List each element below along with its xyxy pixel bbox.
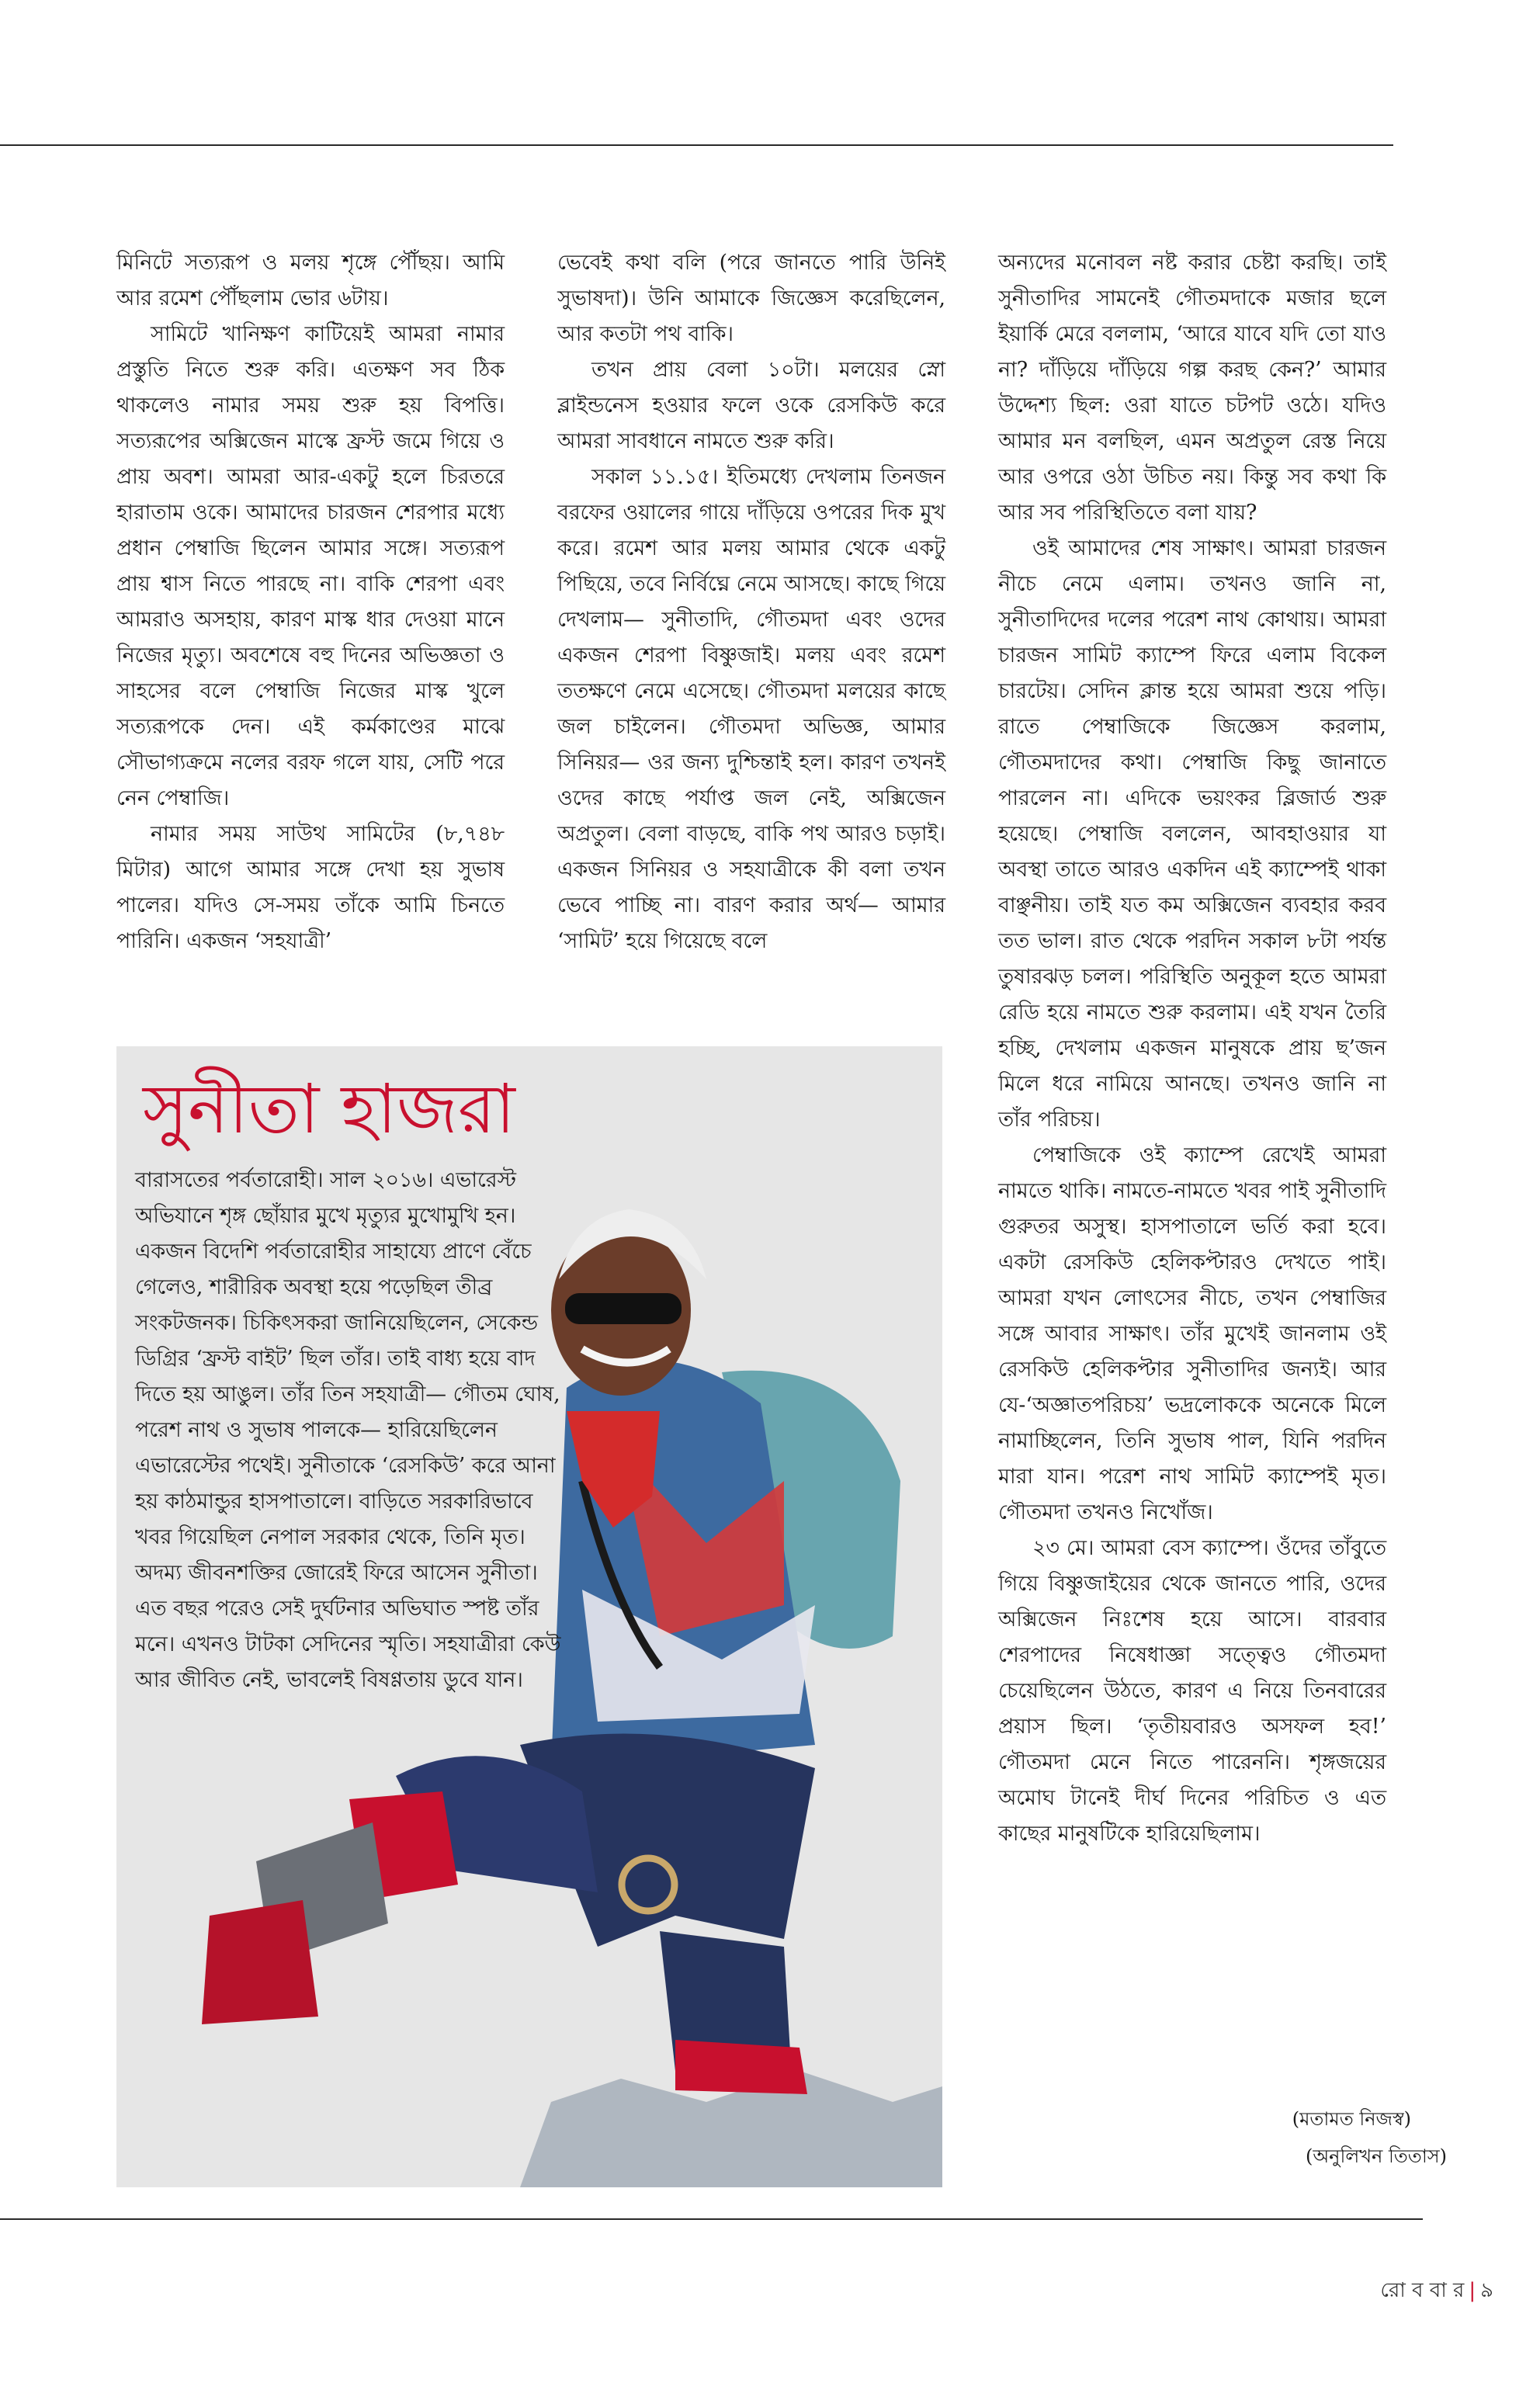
article-column-3 xyxy=(998,245,1386,1852)
article-paragraph: ভেবেই কথা বলি (পরে জানতে পারি উনিই সুভাষদা)। উনি আমাকে জিজ্ঞেস করেছিলেন, আর কতটা পথ বাকি। xyxy=(557,251,945,346)
article-paragraph: তখন প্রায় বেলা ১০টা। মলয়ের স্নো ব্লাইন্ডনেস হওয়ার ফলে ওকে রেসকিউ করে আমরা সাবধানে নামতে শুরু করি। xyxy=(557,358,945,453)
article-paragraph: সামিটে খানিক্ষণ কাটিয়েই আমরা নামার প্রস্তুতি নিতে শুরু করি। এতক্ষণ সব ঠিক থাকলেও নামার সময় শুরু হয় বিপত্তি। সত্যরূপের অক্সিজেন মাস্কে ফ্রস্ট জমে গিয়ে ও প্রায় অবশ। আমরা আর-একটু হলে চিরতরে হারাতাম ওকে। আমাদের চারজন শেরপার মধ্যে প্রধান পেম্বাজি ছিলেন আমার সঙ্গে। সত্যরূপ প্রায় শ্বাস নিতে পারছে না। বাকি শেরপা এবং আমরাও অসহায়, কারণ মাস্ক ধার দেওয়া মানে নিজের মৃত্যু। অবশেষে বহু দিনের অভিজ্ঞতা ও সাহসের বলে পেম্বাজি নিজের মাস্ক খুলে সত্যরূপকে দেন। এই কর্মকাণ্ডের মাঝে সৌভাগ্যক্রমে নলের বরফ গলে যায়, সেটি পরে নেন পেম্বাজি। xyxy=(116,322,505,810)
article-paragraph: ওই আমাদের শেষ সাক্ষাৎ। আমরা চারজন নীচে নেমে এলাম। তখনও জানি না, সুনীতাদিদের দলের পরেশ নাথ কোথায়। আমরা চারজন সামিট ক্যাম্পে ফিরে এলাম বিকেল চারটেয়। সেদিন ক্লান্ত হয়ে আমরা শুয়ে পড়ি। রাতে পেম্বাজিকে জিজ্ঞেস করলাম, গৌতমদাদের কথা। পেম্বাজি কিছু জানাতে পারলেন না। এদিকে ভয়ংকর ব্লিজার্ড শুরু হয়েছে। পেম্বাজি বললেন, আবহাওয়ার যা অবস্থা তাতে আরও একদিন এই ক্যাম্পেই থাকা বাঞ্ছনীয়। তাই যত কম অক্সিজেন ব্যবহার করব তত ভাল। রাত থেকে পরদিন সকাল ৮টা পর্যন্ত তুষারঝড় চলল। পরিস্থিতি অনুকূল হতে আমরা রেডি হয়ে নামতে শুরু করলাম। এই যখন তৈরি হচ্ছি, দেখলাম একজন মানুষকে প্রায় ছ’জন মিলে ধরে নামিয়ে আনছে। তখনও জানি না তাঁর পরিচয়। xyxy=(998,536,1386,1132)
sidebar-title: সুনীতা হাজরা xyxy=(143,1069,515,1149)
sidebar-body: বারাসতের পর্বতারোহী। সাল ২০১৬। এভারেস্ট অভিযানে শৃঙ্গ ছোঁয়ার মুখে মৃত্যুর মুখোমুখি হন। একজন বিদেশি পর্বতারোহীর সাহায্যে প্রাণে বেঁচে গেলেও, শারীরিক অবস্থা হয়ে পড়েছিল তীব্র সংকটজনক। চিকিৎসকরা জানিয়েছিলেন, সেকেন্ড ডিগ্রির ‘ফ্রস্ট বাইট’ ছিল তাঁর। তাই বাধ্য হয়ে বাদ দিতে হয় আঙুল। তাঁর তিন সহযাত্রী— গৌতম ঘোষ, পরেশ নাথ ও সুভাষ পালকে— হারিয়েছিলেন এভারেস্টের পথেই। সুনীতাকে ‘রেসকিউ’ করে আনা হয় কাঠমান্ডুর হাসপাতালে। বাড়িতে সরকারিভাবে খবর গিয়েছিল নেপাল সরকার থেকে, তিনি মৃত। অদম্য জীবনশক্তির জোরেই ফিরে আসেন সুনীতা। এত বছর পরেও সেই দুর্ঘটনার অভিঘাত স্পষ্ট তাঁর মনে। এখনও টাটকা সেদিনের স্মৃতি। সহযাত্রীরা কেউ আর জীবিত নেই, ভাবলেই বিষণ্ণতায় ডুবে যান। xyxy=(135,1168,561,1692)
magazine-name: রো ব বা র xyxy=(1380,2279,1465,2302)
article-column-1 xyxy=(116,245,505,959)
bottom-rule xyxy=(0,2218,1423,2220)
top-rule xyxy=(0,144,1393,146)
article-paragraph: পেম্বাজিকে ওই ক্যাম্পে রেখেই আমরা নামতে থাকি। নামতে-নামতে খবর পাই সুনীতাদি গুরুতর অসুস্থ। হাসপাতালে ভর্তি করা হবে। একটা রেসকিউ হেলিকপ্টারও দেখতে পাই। আমরা যখন লোৎসের নীচে, তখন পেম্বাজির সঙ্গে আবার সাক্ষাৎ। তাঁর মুখেই জানলাম ওই রেসকিউ হেলিকপ্টার সুনীতাদির জন্যই। আর যে-‘অজ্ঞাতপরিচয়’ ভদ্রলোককে অনেকে মিলে নামাচ্ছিলেন, তিনি সুভাষ পাল, যিনি পরদিন মারা যান। পরেশ নাথ সামিট ক্যাম্পেই মৃত। গৌতমদা তখনও নিখোঁজ। xyxy=(998,1143,1386,1524)
article-paragraph: অন্যদের মনোবল নষ্ট করার চেষ্টা করছি। তাই সুনীতাদির সামনেই গৌতমদাকে মজার ছলে ইয়ার্কি মেরে বললাম, ‘আরে যাবে যদি তো যাও না? দাঁড়িয়ে দাঁড়িয়ে গল্প করছ কেন?’ আমার উদ্দেশ্য ছিল: ওরা যাতে চটপট ওঠে। যদিও আমার মন বলছিল, এমন অপ্রতুল রেস্ত নিয়ে আর ওপরে ওঠা উচিত নয়। কিন্তু সব কথা কি আর সব পরিস্থিতিতে বলা যায়? xyxy=(998,251,1386,525)
profile-sidebar xyxy=(116,1046,942,2187)
page-footer xyxy=(1380,2274,1493,2308)
article-paragraph: নামার সময় সাউথ সামিটের (৮,৭৪৮ মিটার) আগে আমার সঙ্গে দেখা হয় সুভাষ পালের। যদিও সে-সময় তাঁকে আমি চিনতে পারিনি। একজন ‘সহযাত্রী’ xyxy=(116,822,505,953)
article-paragraph: ২৩ মে। আমরা বেস ক্যাম্পে। ওঁদের তাঁবুতে গিয়ে বিষ্ণুজাইয়ের থেকে জানতে পারি, ওদের অক্সিজেন নিঃশেষ হয়ে আসে। বারবার শেরপাদের নিষেধাজ্ঞা সত্ত্বেও গৌতমদা চেয়েছিলেন উঠতে, কারণ এ নিয়ে তিনবারের প্রয়াস ছিল। ‘তৃতীয়বারও অসফল হব!’ গৌতমদা মেনে নিতে পারেননি। শৃঙ্গজয়ের অমোঘ টানেই দীর্ঘ দিনের পরিচিত ও এত কাছের মানুষটিকে হারিয়েছিলাম। xyxy=(998,1536,1386,1846)
footer-separator: | xyxy=(1469,2279,1476,2302)
article-paragraph: সকাল ১১.১৫। ইতিমধ্যে দেখলাম তিনজন বরফের ওয়ালের গায়ে দাঁড়িয়ে ওপরের দিক মুখ করে। রমেশ আর মলয় আমার থেকে একটু পিছিয়ে, তবে নির্বিঘ্নে নেমে আসছে। কাছে গিয়ে দেখলাম— সুনীতাদি, গৌতমদা এবং ওদের একজন শেরপা বিষ্ণুজাই। মলয় এবং রমেশ ততক্ষণে নেমে এসেছে। গৌতমদা মলয়ের কাছে জল চাইলেন। গৌতমদা অভিজ্ঞ, আমার সিনিয়র— ওর জন্য দুশ্চিন্তাই হল। কারণ তখনই ওদের কাছে পর্যাপ্ত জল নেই, অক্সিজেন অপ্রতুল। বেলা বাড়ছে, বাকি পথ আরও চড়াই। একজন সিনিয়র ও সহযাত্রীকে কী বলা তখন ভেবে পাচ্ছি না। বারণ করার অর্থ— আমার ‘সামিট’ হয়ে গিয়েছে বলে xyxy=(557,465,945,953)
article-column-2 xyxy=(557,245,945,959)
article-paragraph: মিনিটে সত্যরূপ ও মলয় শৃঙ্গে পৌঁছয়। আমি আর রমেশ পৌঁছলাম ভোর ৬টায়। xyxy=(116,251,505,310)
transcription-credit: (অনুলিখন তিতাস) xyxy=(1306,2145,1447,2167)
page-number: ৯ xyxy=(1480,2279,1493,2302)
opinion-note: (মতামত নিজস্ব) xyxy=(1292,2108,1411,2130)
